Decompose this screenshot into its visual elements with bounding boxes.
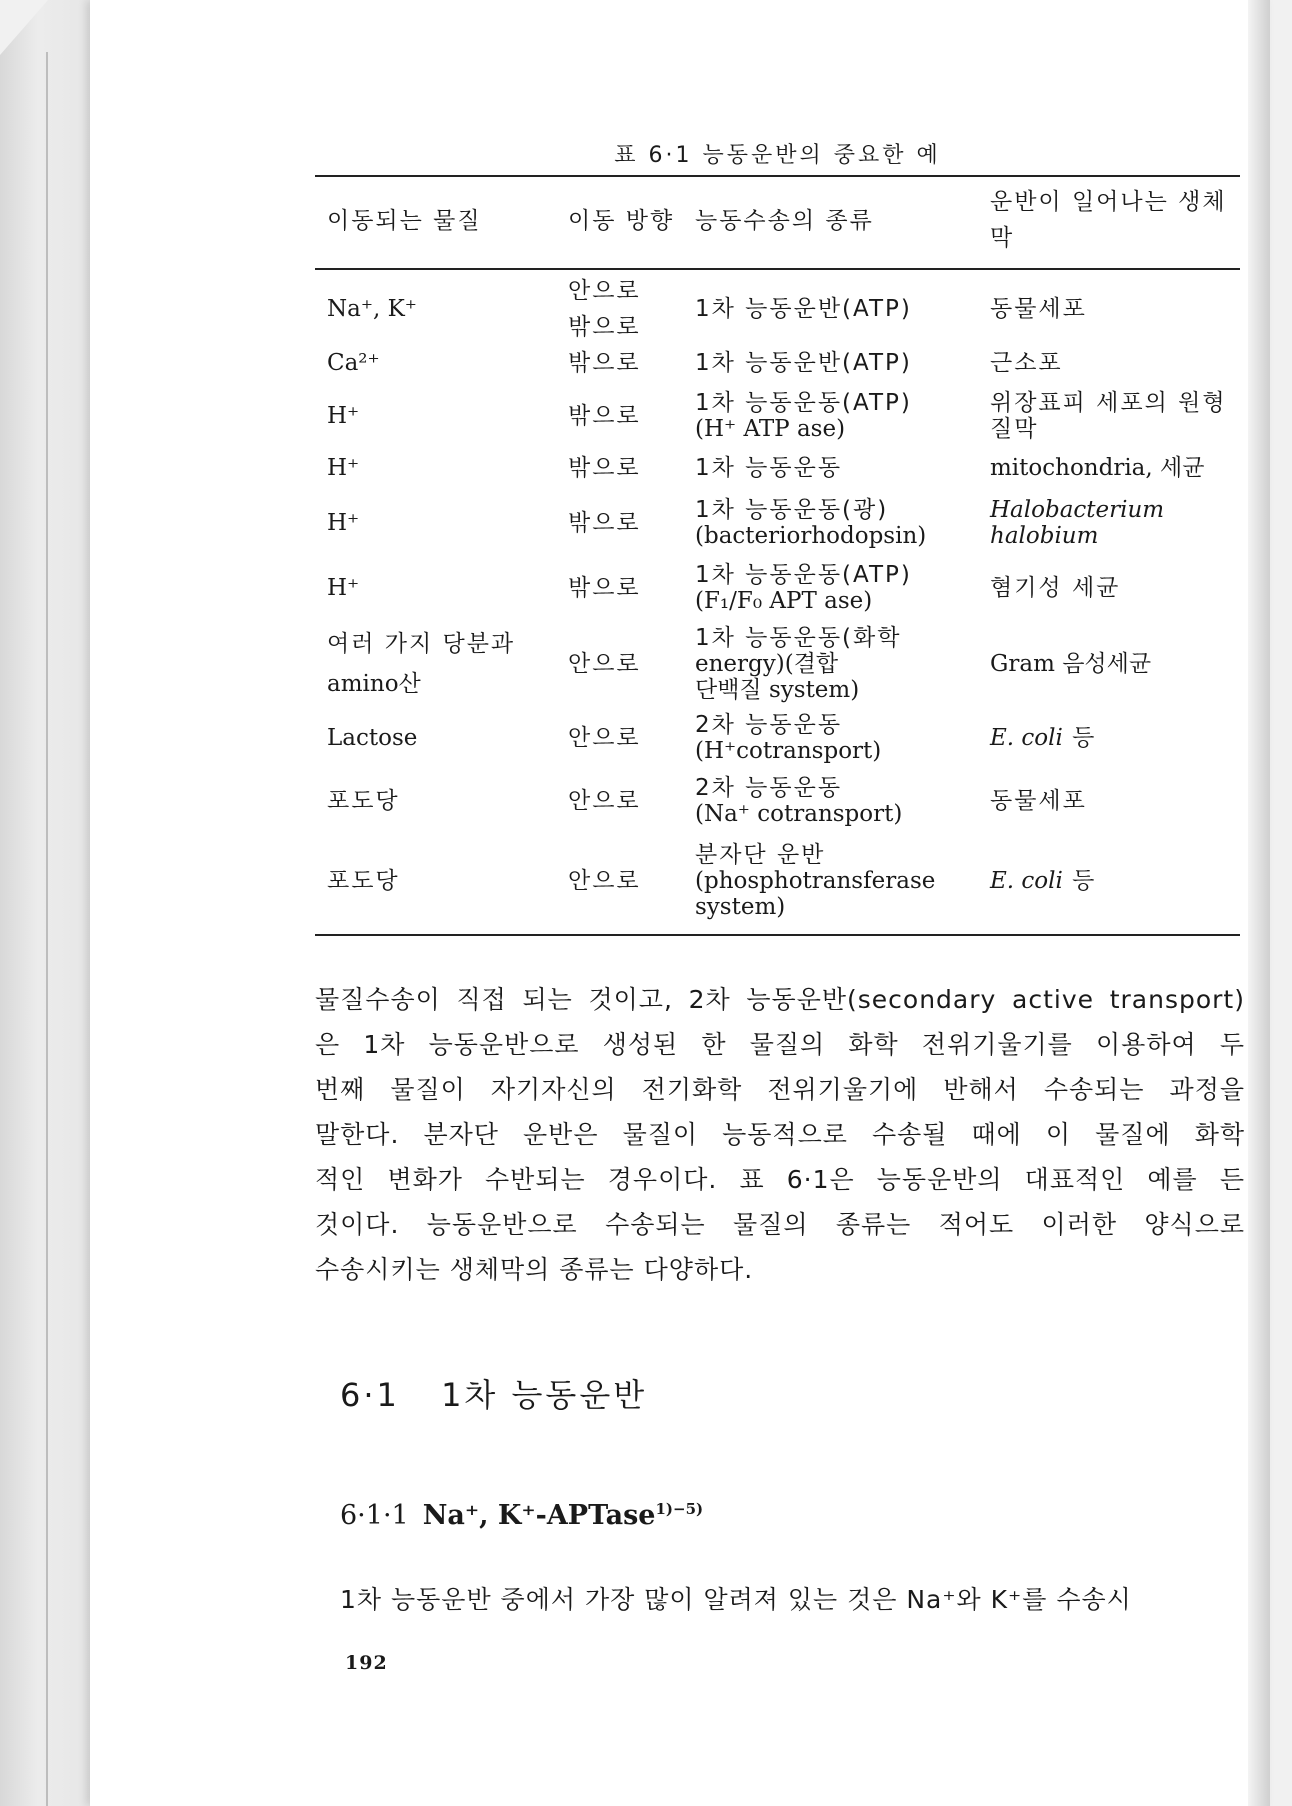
cell-line: 동물세포 <box>990 788 1087 814</box>
table-cell-membrane <box>990 788 1250 814</box>
cell-line: (H⁺ ATP ase) <box>695 416 846 442</box>
cell-line: 밖으로 <box>568 455 641 481</box>
paragraph-line: 번째 물질이 자기자신의 전기화학 전위기울기에 반해서 수송되는 과정을 <box>315 1075 1245 1104</box>
cell-line: system) <box>695 894 786 920</box>
cell-line: 밖으로 <box>568 314 641 340</box>
cell-line: E. coli 등 <box>990 725 1097 751</box>
table-cell-membrane <box>990 497 1250 549</box>
table-cell-type <box>695 455 995 481</box>
body-paragraph <box>315 977 1245 1292</box>
cell-line: amino산 <box>327 671 421 697</box>
cell-line: 1차 능동운반(ATP) <box>695 296 912 322</box>
cell-line: 안으로 <box>568 868 641 894</box>
subsection-reference: 1)−5) <box>655 1500 704 1518</box>
subsection-heading <box>340 1500 703 1531</box>
table-cell-direction <box>568 350 678 376</box>
cell-line: 안으로 <box>568 651 641 677</box>
cell-line: 1차 능동운동(ATP) <box>695 390 912 416</box>
cell-line: energy)(결합 <box>695 651 839 677</box>
cell-line: 포도당 <box>327 788 400 814</box>
table-cell-membrane <box>990 390 1250 442</box>
cell-line: 밖으로 <box>568 403 641 429</box>
cell-line: 2차 능동운동 <box>695 775 843 801</box>
cell-line: E. coli 등 <box>990 868 1097 894</box>
cell-line: H⁺ <box>327 403 360 429</box>
table-cell-type <box>695 350 995 376</box>
cell-line: 1차 능동운동(화학 <box>695 625 902 651</box>
table-cell-membrane <box>990 296 1250 322</box>
table-cell-substance <box>327 725 547 751</box>
table-cell-substance <box>327 350 547 376</box>
table-cell-substance <box>327 455 547 481</box>
cell-line: 동물세포 <box>990 296 1087 322</box>
cell-line: 위장표피 세포의 원형 <box>990 390 1227 416</box>
cell-line: Halobacterium <box>990 497 1165 523</box>
section-heading <box>340 1370 647 1416</box>
table-caption: 표 6·1 능동운반의 중요한 예 <box>614 143 941 168</box>
table-cell-type <box>695 775 995 827</box>
table-cell-type <box>695 712 995 764</box>
cell-line: H⁺ <box>327 575 360 601</box>
table-top-rule <box>315 175 1240 177</box>
table-cell-direction <box>568 273 678 345</box>
subsection-number: 6·1·1 <box>340 1500 409 1531</box>
cell-line: 질막 <box>990 416 1039 442</box>
cell-line: Ca²⁺ <box>327 350 380 376</box>
table-cell-direction <box>568 575 678 601</box>
table-cell-direction <box>568 651 678 677</box>
table-cell-substance <box>327 624 547 704</box>
cell-line: 밖으로 <box>568 510 641 536</box>
page-number: 192 <box>345 1652 388 1674</box>
header-substance: 이동되는 물질 <box>327 208 482 234</box>
table-cell-type <box>695 497 995 549</box>
table-cell-membrane <box>990 455 1250 481</box>
table-cell-membrane <box>990 350 1250 376</box>
table-cell-direction <box>568 725 678 751</box>
table-cell-substance <box>327 296 547 322</box>
table-cell-direction <box>568 510 678 536</box>
cell-line: 단백질 system) <box>695 677 860 703</box>
subsection-title: Na⁺, K⁺-APTase <box>422 1500 656 1531</box>
table-cell-direction <box>568 455 678 481</box>
table-cell-substance <box>327 788 547 814</box>
table-cell-substance <box>327 575 547 601</box>
table-header-rule <box>315 268 1240 270</box>
table-cell-substance <box>327 403 547 429</box>
cell-line: 혐기성 세균 <box>990 575 1121 601</box>
page-edge-shadow <box>1248 0 1270 1806</box>
cell-line: (Na⁺ cotransport) <box>695 801 903 827</box>
section-number: 6·1 <box>340 1376 400 1414</box>
cell-line: 2차 능동운동 <box>695 712 843 738</box>
cell-line: 근소포 <box>990 350 1063 376</box>
cell-line: Gram 음성세균 <box>990 651 1152 677</box>
cell-line: (F₁/F₀ APT ase) <box>695 588 873 614</box>
cell-line: 안으로 <box>568 725 641 751</box>
paragraph-line: 은 1차 능동운반으로 생성된 한 물질의 화학 전위기울기를 이용하여 두 <box>315 1030 1245 1059</box>
cell-line: 밖으로 <box>568 575 641 601</box>
cell-line: 1차 능동운동 <box>695 455 843 481</box>
cell-line: Na⁺, K⁺ <box>327 296 417 322</box>
table-cell-membrane <box>990 868 1250 894</box>
header-transport-type: 능동수송의 종류 <box>695 208 874 234</box>
table-cell-direction <box>568 868 678 894</box>
cell-line: (phosphotransferase <box>695 868 936 894</box>
table-bottom-rule <box>315 934 1240 936</box>
table-cell-type <box>695 842 995 920</box>
table-cell-membrane <box>990 725 1250 751</box>
paragraph-line: 적인 변화가 수반되는 경우이다. 표 6·1은 능동운반의 대표적인 예를 든 <box>315 1165 1245 1194</box>
cell-line: 분자단 운반 <box>695 842 826 868</box>
cell-line: 1차 능동운반(ATP) <box>695 350 912 376</box>
table-cell-type <box>695 390 995 442</box>
section-title: 1차 능동운반 <box>441 1376 648 1414</box>
table-cell-substance <box>327 868 547 894</box>
table-cell-membrane <box>990 651 1250 677</box>
table-cell-type <box>695 296 995 322</box>
table-cell-direction <box>568 403 678 429</box>
table-cell-type <box>695 562 995 614</box>
cell-line: 포도당 <box>327 868 400 894</box>
cell-line: 밖으로 <box>568 350 641 376</box>
cell-line: (H⁺cotransport) <box>695 738 882 764</box>
cell-line: 여러 가지 당분과 <box>327 631 516 657</box>
body-text-line: 1차 능동운반 중에서 가장 많이 알려져 있는 것은 Na⁺와 K⁺를 수송시 <box>340 1585 1132 1614</box>
cell-line: H⁺ <box>327 455 360 481</box>
paragraph-line: 수송시키는 생체막의 종류는 다양하다. <box>315 1255 754 1284</box>
cell-line: 1차 능동운동(ATP) <box>695 562 912 588</box>
table-cell-membrane <box>990 575 1250 601</box>
paragraph-line: 물질수송이 직접 되는 것이고, 2차 능동운반(secondary active transport) <box>315 985 1245 1014</box>
table-cell-direction <box>568 788 678 814</box>
cell-line: 안으로 <box>568 278 641 304</box>
table-cell-substance <box>327 510 547 536</box>
cell-line: mitochondria, 세균 <box>990 455 1205 481</box>
cell-line: (bacteriorhodopsin) <box>695 523 927 549</box>
paragraph-line: 것이다. 능동운반으로 수송되는 물질의 종류는 적어도 이러한 양식으로 <box>315 1210 1245 1239</box>
cell-line: Lactose <box>327 725 418 751</box>
header-membrane: 운반이 일어나는 생체막 <box>990 189 1227 251</box>
cell-line: 안으로 <box>568 788 641 814</box>
header-direction: 이동 방향 <box>568 208 675 234</box>
table-cell-type <box>695 625 995 703</box>
paragraph-line: 말한다. 분자단 운반은 물질이 능동적으로 수송될 때에 이 물질에 화학 <box>315 1120 1245 1149</box>
cell-line: H⁺ <box>327 510 360 536</box>
cell-line: halobium <box>990 523 1099 549</box>
cell-line: 1차 능동운동(광) <box>695 497 889 523</box>
book-spine-line <box>46 52 48 1806</box>
book-page <box>90 0 1270 1806</box>
